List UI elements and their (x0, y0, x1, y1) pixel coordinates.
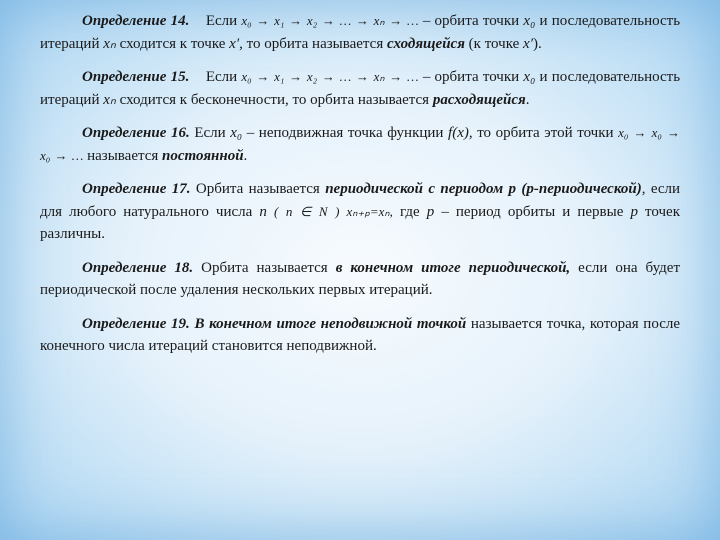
def17-p: p (426, 203, 435, 220)
def17-p-2: p (630, 203, 638, 220)
def18-text-1: Орбита называется (201, 259, 328, 276)
definition-19 (40, 313, 680, 358)
definition-16-label: Определение 16. (82, 125, 190, 141)
def14-text-5: , то орбита называется (239, 35, 384, 52)
def16-text-1: Если (194, 125, 226, 141)
def14-text-1: Если (205, 13, 238, 29)
def14-orbit-formula: x₀ → x₁ → x₂ → … → xₙ → … (241, 13, 419, 28)
def15-text-1: Если (205, 69, 238, 85)
def15-orbit-formula: x₀ → x₁ → x₂ → … → xₙ → … (241, 69, 419, 84)
def14-text-6: (к точке (468, 35, 520, 52)
definition-17 (40, 178, 680, 246)
definition-14 (40, 10, 680, 55)
def17-text-5: точек различны. (40, 203, 680, 242)
def19-term: В конечном итоге неподвижной точкой (194, 315, 467, 332)
def17-term: периодической с периодом p (p-периодической) (325, 181, 642, 197)
def18-term: в конечном итоге периодической, (335, 259, 571, 276)
def15-text-4: сходится к бесконечности, то орбита называется (119, 91, 430, 108)
definition-18-label: Определение 18. (82, 259, 194, 276)
definition-16 (40, 122, 680, 167)
definition-17-label: Определение 17. (82, 181, 191, 197)
def17-n-in-N: ( n ∈ N ) (273, 203, 340, 219)
def16-text-2: – неподвижная точка функции (246, 125, 444, 141)
definition-15-label: Определение 15. (82, 69, 190, 85)
definition-15 (40, 66, 680, 111)
def14-x0: x₀ (523, 13, 536, 29)
def14-xstar-2: x′ (523, 35, 533, 52)
def17-text-2: , если для любого натурального числа (40, 181, 681, 220)
def16-text-4: называется (87, 147, 159, 164)
definition-18 (40, 257, 680, 302)
def14-text-4: сходится к точке (119, 35, 226, 52)
def15-term: расходящейся (432, 91, 526, 108)
def14-xstar: x′ (229, 35, 240, 52)
definition-19-label: Определение 19. (82, 315, 190, 332)
def15-x0: x₀ (523, 69, 536, 85)
def14-text-3: и последовательность итераций (40, 13, 681, 52)
def19-text-1: называется точка, которая после конечного числа итераций становится неподвижной. (40, 315, 680, 354)
def17-n: n (259, 203, 267, 220)
def14-xn: xₙ (103, 35, 116, 52)
def15-text-2: – орбита точки (422, 69, 520, 85)
definition-14-label: Определение 14. (82, 13, 190, 29)
def16-orbit-formula: x₀ → x₀ → x₀ → … (40, 125, 680, 163)
def16-text-3: , то орбита этой точки (468, 125, 614, 141)
def18-text-2: если она будет периодической после удаления нескольких первых итераций. (40, 259, 681, 298)
def14-term: сходящейся (386, 35, 465, 52)
def17-text-1: Орбита называется (195, 181, 320, 197)
def17-text-3: где (399, 203, 420, 220)
def15-text-3: и последовательность итераций (40, 69, 681, 108)
def17-text-4: – период орбиты и первые (441, 203, 624, 220)
def15-xn: xₙ (103, 91, 116, 108)
def15-text-5: . (525, 91, 530, 108)
def16-term: постоянной (162, 147, 244, 164)
def16-text-5: . (243, 147, 248, 164)
def16-x0: x₀ (230, 125, 243, 141)
def17-period-formula: xₙ₊ₚ=xₙ, (346, 203, 393, 219)
def16-fx: f(x) (448, 125, 469, 141)
def14-text-2: – орбита точки (422, 13, 520, 29)
def14-text-7: ). (533, 35, 542, 52)
definitions-text (40, 10, 680, 369)
